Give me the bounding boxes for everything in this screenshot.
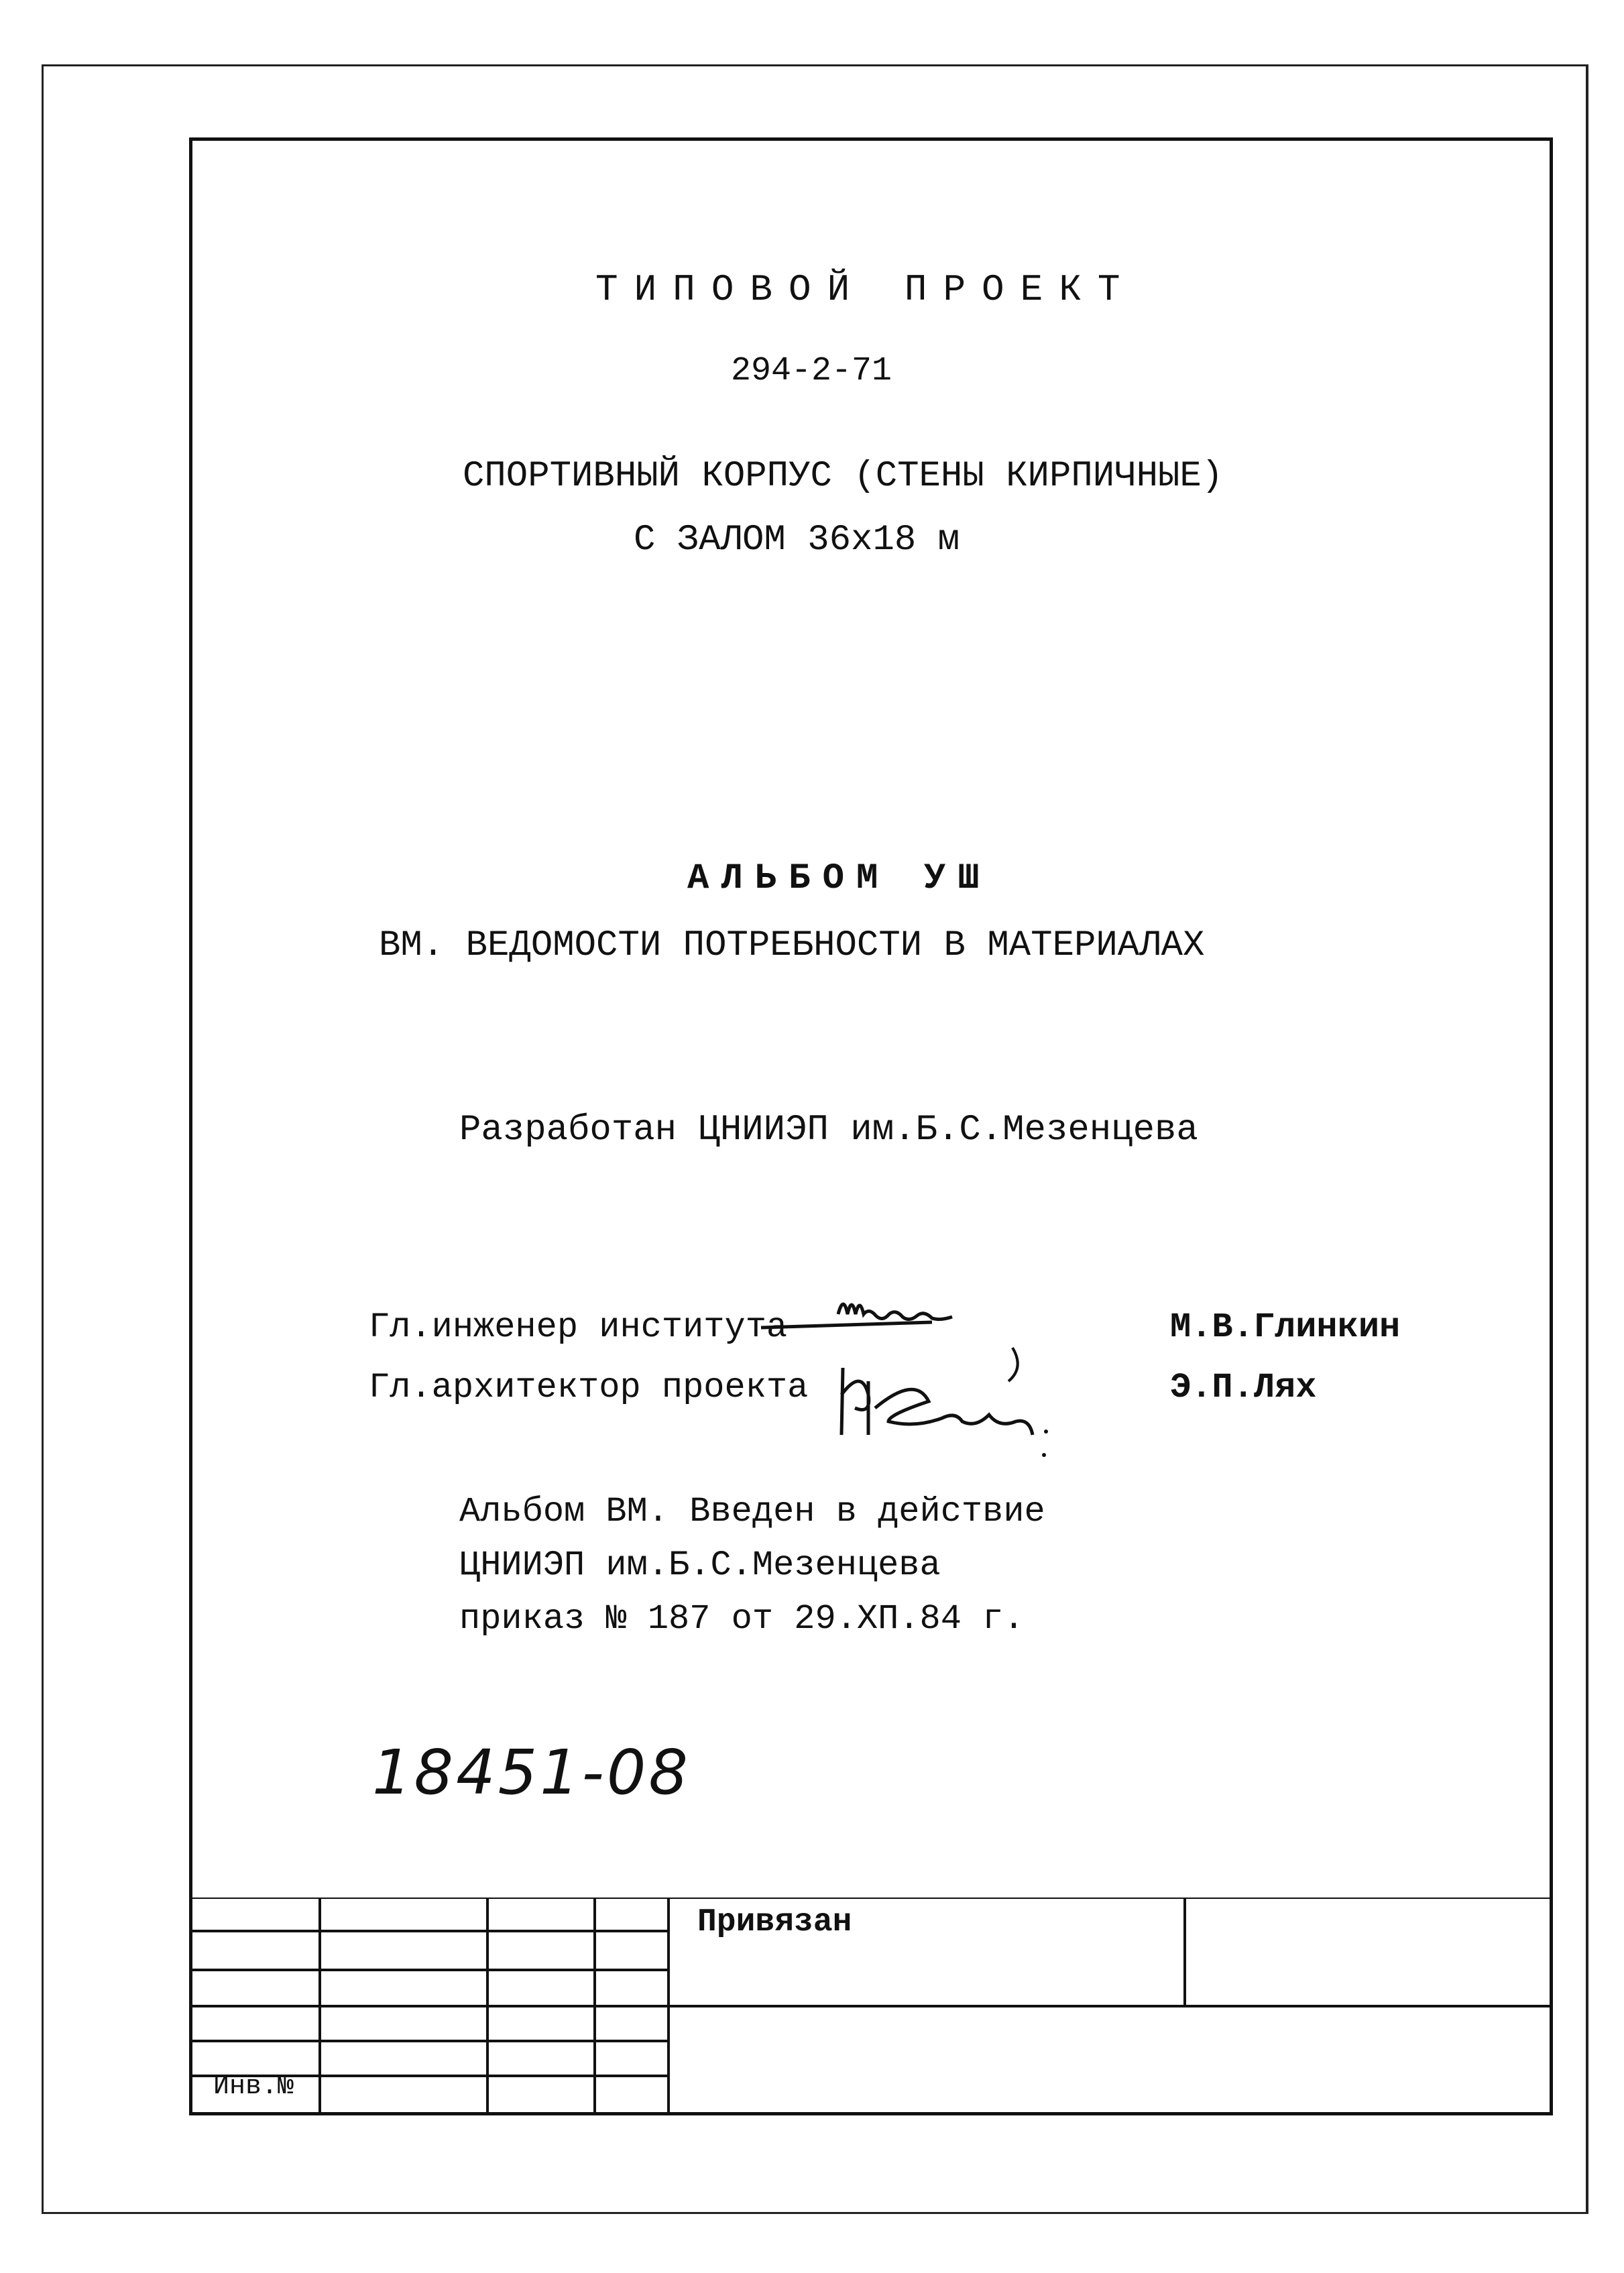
project-code: 294-2-71 xyxy=(731,352,892,390)
album-intro-line2: ЦНИИЭП им.Б.С.Мезенцева xyxy=(459,1546,941,1585)
album-subtitle: ВМ. ВЕДОМОСТИ ПОТРЕБНОСТИ В МАТЕРИАЛАХ xyxy=(379,925,1205,966)
chief-architect-role: Гл.архитектор проекта xyxy=(369,1368,809,1407)
title-block-stamp xyxy=(192,1898,1550,2112)
chief-engineer-role: Гл.инженер института xyxy=(369,1307,788,1347)
chief-architect-signature xyxy=(828,1341,1083,1468)
album-intro-line1: Альбом ВМ. Введен в действие xyxy=(459,1492,1045,1531)
album-heading: АЛЬБОМ УШ xyxy=(687,858,992,899)
project-subject-line1: СПОРТИВНЫЙ КОРПУС (СТЕНЫ КИРПИЧНЫЕ) xyxy=(463,456,1224,497)
developer-line: Разработан ЦНИИЭП им.Б.С.Мезенцева xyxy=(459,1110,1198,1151)
handwritten-inventory-number: 18451-08 xyxy=(372,1737,691,1808)
chief-architect-name: Э.П.Лях xyxy=(1170,1368,1317,1407)
chief-engineer-name: М.В.Глинкин xyxy=(1170,1307,1401,1347)
inventory-label: Инв.№ xyxy=(213,2072,294,2102)
album-intro-line3: приказ № 187 от 29.XП.84 г. xyxy=(459,1599,1025,1639)
bound-label: Привязан xyxy=(697,1904,852,1940)
project-subject-line2: С ЗАЛОМ 36х18 м xyxy=(634,520,960,561)
project-heading: ТИПОВОЙ ПРОЕКТ xyxy=(595,268,1137,311)
chief-engineer-signature xyxy=(758,1287,1026,1341)
